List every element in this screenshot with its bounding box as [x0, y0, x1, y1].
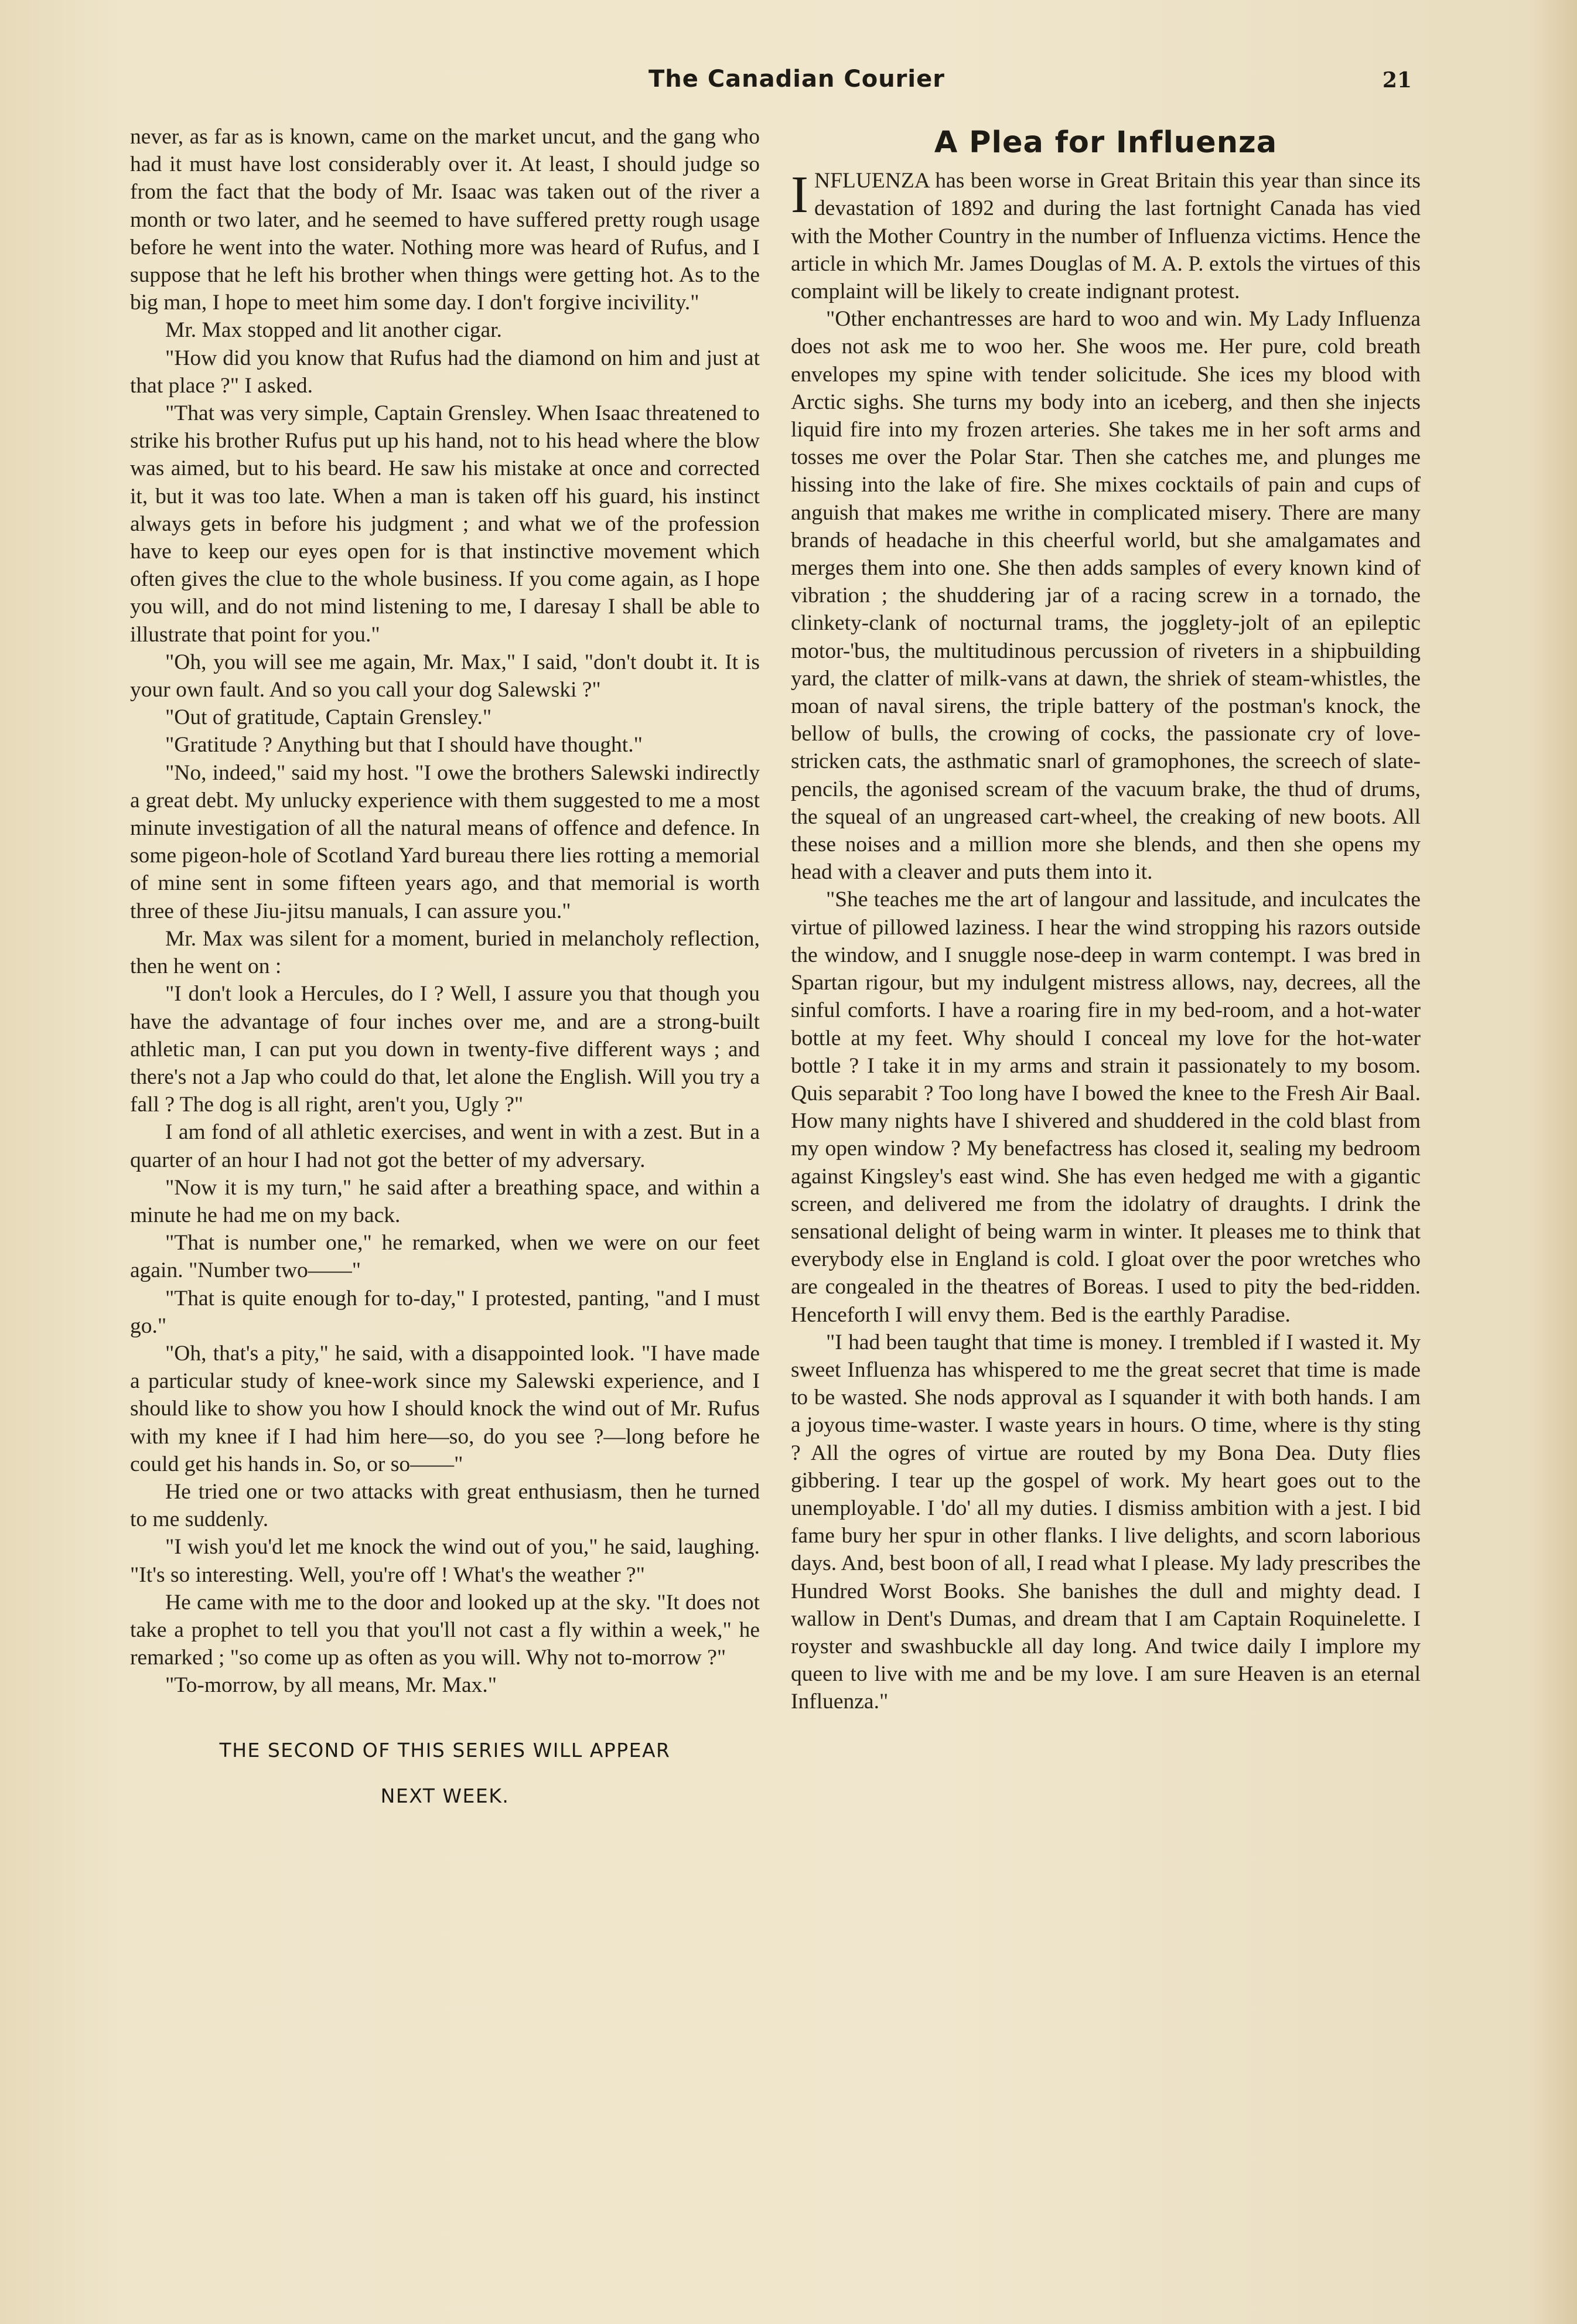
paragraph: "Other enchantresses are hard to woo and win. My Lady Influenza does not ask me to woo her. She woos me. Her pure, cold breath envelopes my spine with tender solicitude. She ices my blood with Arctic sighs. She turns my body into an iceberg, and then she injects liquid fire into my frozen arteries. She takes me in her soft arms and tosses me over the Polar Star. Then she catches me, and plunges me hissing into the lake of fire. She mixes cocktails of pain and cups of anguish that makes me writhe in complicated misery. There are many brands of headache in this cheerful world, but she amalgamates and merges them into one. She then adds samples of every known kind of vibration ; the shuddering jar of a racing screw in a tornado, the clinkety-clank of nocturnal trams, the jogglety-jolt of an epileptic motor-'bus, the multitudinous percussion of riveters in a shipbuilding yard, the clatter of milk-vans at dawn, the shriek of steam-whistles, the moan of naval sirens, the triple battery of the postman's knock, the bellow of bulls, the crowing of cocks, the passionate cry of love-stricken cats, the asthmatic snarl of gramophones, the screech of slate-pencils, the agonised scream of the vacuum brake, the thud of drums, the squeal of an ungreased cart-wheel, the creaking of new boots. All these noises and a million more she blends, and then she opens my head with a cleaver and puts them into it.	[791, 307, 1421, 885]
publication-title: The Canadian Courier	[648, 66, 945, 93]
paragraph: never, as far as is known, came on the market uncut, and the gang who had it must have lost considerably over it. At least, I should judge so from the fact that the body of Mr. Isaac was taken out of the river a month or two later, and he seemed to have suffered pretty rough usage before he went into the water. Nothing more was heard of Rufus, and I suppose that he left his brother when things were getting hot. As to the big man, I hope to meet him some day. I don't forgive incivility."	[130, 125, 760, 315]
paragraph: "I had been taught that time is money. I trembled if I wasted it. My sweet Influenza has whispered to me the great secret that time is made to be wasted. She nods approval as I squander it with both hands. I am a joyous time-waster. I waste years in hours. O time, where is thy sting ? All the ogres of virtue are routed by my Bona Dea. Duty flies gibbering. I tear up the gospel of work. My heart goes out to the unemployable. I 'do' all my duties. I dismiss ambition with a jest. I bid fame bury her spur in other flanks. I live delights, and scorn laborious days. And, best boon of all, I read what I please. My lady prescribes the Hundred Worst Books. She banishes the dull and mighty dead. I wallow in Dent's Dumas, and dream that I am Captain Roquinelette. I royster and swashbuckle all day long. And twice daily I implore my queen to live with me and be my love. I am sure Heaven is an eternal Influenza."	[791, 1330, 1421, 1714]
paragraph: "I wish you'd let me knock the wind out of you," he said, laughing. "It's so interesting. Well, you're off ! What's the weather ?"	[130, 1535, 760, 1587]
page-number: 21	[1382, 68, 1412, 93]
paragraph: "Oh, you will see me again, Mr. Max," I said, "don't doubt it. It is your own fault. And so you call your dog Salewski ?"	[130, 650, 760, 702]
lead-paragraph-text: has been worse in Great Britain this year than since its devastation of 1892 and during the last fortnight Canada has vied with the Mother Country in the number of Influenza victims. Hence the article in which Mr. James Douglas of M. A. P. extols the virtues of this complaint will be likely to create indignant protest.	[791, 169, 1421, 304]
series-notice	[130, 1728, 760, 1819]
paragraph: "How did you know that Rufus had the diamond on him and just at that place ?" I asked.	[130, 346, 760, 398]
paragraph: "To-morrow, by all means, Mr. Max."	[165, 1673, 497, 1698]
paragraph: "That is number one," he remarked, when we were on our feet again. "Number two——"	[130, 1231, 760, 1283]
lead-first-word: NFLUENZA	[814, 169, 929, 193]
paragraph: "She teaches me the art of langour and lassitude, and inculcates the virtue of pillowed laziness. I hear the wind stropping his razors outside the window, and I snuggle nose-deep in warm contempt. I was bred in Spartan rigour, but my indulgent mistress allows, nay, decrees, all the sinful comforts. I have a roaring fire in my bed-room, and a hot-water bottle at my feet. Why should I conceal my love for the hot-water bottle ? I take it in my arms and strain it passionately to my bosom. Quis separabit ? Too long have I bowed the knee to the Fresh Air Baal. How many nights have I shivered and shuddered in the cold blast from my open window ? My benefactress has closed it, sealing my bedroom against Kingsley's east wind. She has even hedged me with a gigantic screen, and delivered me from the idolatry of draughts. I drink the sensational delight of being warm in winter. It pleases me to think that everybody else in England is cold. I gloat over the poor wretches who are congealed in the theatres of Boreas. I used to pity the bed-ridden. Henceforth I will envy them. Bed is the earthly Paradise.	[791, 888, 1421, 1327]
paragraph: "No, indeed," said my host. "I owe the brothers Salewski indirectly a great debt. My unlucky experience with them suggested to me a most minute investigation of all the natural means of offence and defence. In some pigeon-hole of Scotland Yard bureau there lies rotting a memorial of mine sent in some fifteen years ago, and that memorial is worth three of these Jiu-jitsu manuals, I can assure you."	[130, 760, 760, 923]
paragraph: He came with me to the door and looked up at the sky. "It does not take a prophet to tell you that you'll not cast a fly within a week," he remarked ; "so come up as often as you will. Why not to-morrow ?"	[130, 1590, 760, 1670]
paragraph: "Now it is my turn," he said after a breathing space, and within a minute he had me on my back.	[130, 1175, 760, 1227]
series-notice-line-2: NEXT WEEK.	[380, 1784, 510, 1807]
paragraph: "Oh, that's a pity," he said, with a disappointed look. "I have made a particular study of knee-work since my Salewski experience, and I should like to show you how I should knock the wind out of Mr. Rufus with my knee if I had him here—so, do you see ?—long before he could get his hands in. So, or so——"	[130, 1341, 760, 1476]
lead-paragraph	[791, 167, 1421, 305]
paragraph: "Out of gratitude, Captain Grensley."	[165, 705, 492, 730]
right-column	[791, 123, 1421, 1716]
series-notice-line-1: THE SECOND OF THIS SERIES WILL APPEAR	[219, 1738, 671, 1762]
paragraph: "Gratitude ? Anything but that I should have thought."	[165, 733, 643, 757]
drop-cap: I	[791, 166, 808, 224]
paragraph: I am fond of all athletic exercises, and went in with a zest. But in a quarter of an hour I had not got the better of my adversary.	[130, 1120, 760, 1172]
paragraph: "That is quite enough for to-day," I protested, panting, "and I must go."	[130, 1286, 760, 1338]
article-title: A Plea for Influenza	[934, 125, 1278, 160]
paragraph: "That was very simple, Captain Grensley. When Isaac threatened to strike his brother Rufus put up his hand, not to his head where the blow was aimed, but to his beard. He saw his mistake at once and corrected it, but it was too late. When a man is taken off his guard, his instinct always gets in before his judgment ; and what we of the profession have to keep our eyes open for is that instinctive movement which often gives the clue to the whole business. If you come again, as I hope you will, and do not mind listening to me, I daresay I shall be able to illustrate that point for you."	[130, 401, 760, 647]
paragraph: Mr. Max stopped and lit another cigar.	[165, 318, 502, 343]
paragraph: "I don't look a Hercules, do I ? Well, I assure you that though you have the advantage of four inches over me, and are a strong-built athletic man, I can put you down in twenty-five different ways ; and there's not a Jap who could do that, let alone the English. Will you try a fall ? The dog is all right, aren't you, Ugly ?"	[130, 982, 760, 1117]
paragraph: Mr. Max was silent for a moment, buried in melancholy reflection, then he went on :	[130, 926, 760, 979]
paragraph: He tried one or two attacks with great enthusiasm, then he turned to me suddenly.	[130, 1479, 760, 1532]
left-column	[130, 123, 760, 1819]
